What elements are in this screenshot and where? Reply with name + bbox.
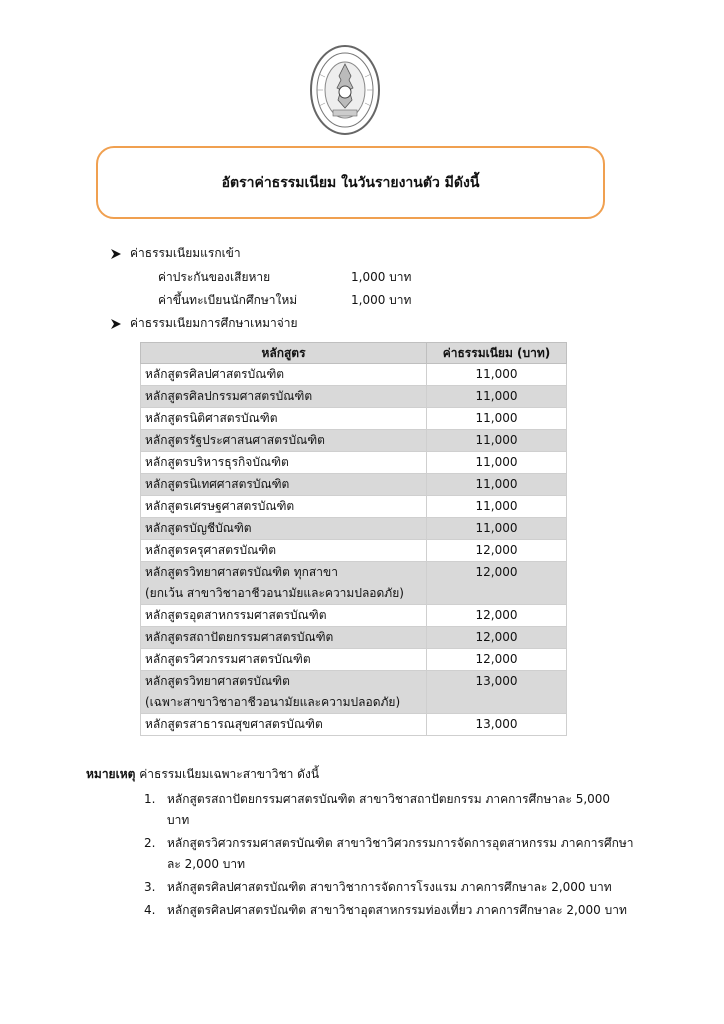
program-name: หลักสูตรศิลปศาสตรบัณฑิต	[145, 367, 285, 381]
program-cell	[141, 671, 427, 714]
page-title: อัตราค่าธรรมเนียม ในวันรายงานตัว มีดังนี้	[221, 174, 480, 191]
table-row	[141, 627, 567, 649]
list-item	[144, 877, 634, 898]
section-heading: ค่าธรรมเนียมการศึกษาเหมาจ่าย	[130, 316, 298, 330]
program-name: หลักสูตรวิศวกรรมศาสตรบัณฑิต	[145, 652, 311, 666]
fee-cell: 11,000	[427, 386, 567, 408]
note-list	[144, 789, 634, 923]
program-cell	[141, 714, 427, 736]
table-row	[141, 540, 567, 562]
table-row	[141, 430, 567, 452]
program-name: หลักสูตรศิลปกรรมศาสตรบัณฑิต	[145, 389, 313, 403]
table-row	[141, 408, 567, 430]
fee-cell: 13,000	[427, 671, 567, 714]
fee-cell: 12,000	[427, 540, 567, 562]
section-entry-fees	[110, 244, 241, 263]
table-row	[141, 605, 567, 627]
table-header-row	[141, 343, 567, 364]
program-name: หลักสูตรอุตสาหกรรมศาสตรบัณฑิต	[145, 608, 327, 622]
fee-cell: 11,000	[427, 474, 567, 496]
program-cell	[141, 496, 427, 518]
program-cell	[141, 649, 427, 671]
fee-cell: 12,000	[427, 649, 567, 671]
program-name: หลักสูตรสาธารณสุขศาสตรบัณฑิต	[145, 717, 323, 731]
university-seal-logo	[309, 44, 381, 136]
program-cell	[141, 452, 427, 474]
table-row	[141, 562, 567, 605]
section-tuition-fees	[110, 314, 298, 333]
list-item	[144, 833, 634, 875]
list-item	[144, 789, 634, 831]
table-row	[141, 671, 567, 714]
program-name: หลักสูตรสถาปัตยกรรมศาสตรบัณฑิต	[145, 630, 334, 644]
fee-cell: 11,000	[427, 430, 567, 452]
fee-item	[158, 268, 411, 287]
fee-item	[158, 291, 411, 310]
program-cell	[141, 562, 427, 605]
column-header-program: หลักสูตร	[141, 343, 427, 364]
program-cell	[141, 540, 427, 562]
program-name: หลักสูตรบริหารธุรกิจบัณฑิต	[145, 455, 289, 469]
note-label: หมายเหตุ	[86, 767, 136, 781]
fee-cell: 12,000	[427, 562, 567, 605]
list-item	[144, 900, 634, 921]
program-name: หลักสูตรครุศาสตรบัณฑิต	[145, 543, 276, 557]
program-cell	[141, 430, 427, 452]
list-text: หลักสูตรวิศวกรรมศาสตรบัณฑิต สาขาวิชาวิศวกรรมการจัดการอุตสาหกรรม ภาคการศึกษาละ 2,000 บาท	[167, 836, 634, 871]
table-row	[141, 386, 567, 408]
arrow-bullet-icon	[110, 318, 122, 330]
list-text: หลักสูตรสถาปัตยกรรมศาสตรบัณฑิต สาขาวิชาสถาปัตยกรรม ภาคการศึกษาละ 5,000 บาท	[167, 792, 611, 827]
section-heading: ค่าธรรมเนียมแรกเข้า	[130, 246, 241, 260]
fee-cell: 11,000	[427, 408, 567, 430]
program-cell	[141, 386, 427, 408]
table-row	[141, 649, 567, 671]
tuition-table	[140, 342, 567, 736]
program-name: หลักสูตรบัญชีบัณฑิต	[145, 521, 252, 535]
program-cell	[141, 364, 427, 386]
list-number: 4.	[144, 903, 156, 917]
note-heading	[86, 765, 319, 784]
fee-cell: 11,000	[427, 452, 567, 474]
list-number: 2.	[144, 836, 156, 850]
fee-cell: 12,000	[427, 627, 567, 649]
program-name: หลักสูตรวิทยาศาสตรบัณฑิต ทุกสาขา	[145, 565, 338, 579]
program-note: (ยกเว้น สาขาวิชาอาชีวอนามัยและความปลอดภัย)	[145, 586, 404, 600]
program-name: หลักสูตรนิติศาสตรบัณฑิต	[145, 411, 278, 425]
fee-label: ค่าประกันของเสียหาย	[158, 270, 271, 284]
fee-cell: 13,000	[427, 714, 567, 736]
fee-cell: 12,000	[427, 605, 567, 627]
list-text: หลักสูตรศิลปศาสตรบัณฑิต สาขาวิชาการจัดการโรงแรม ภาคการศึกษาละ 2,000 บาท	[167, 880, 612, 894]
table-row	[141, 518, 567, 540]
fee-cell: 11,000	[427, 496, 567, 518]
program-note: (เฉพาะสาขาวิชาอาชีวอนามัยและความปลอดภัย)	[145, 695, 401, 709]
list-text: หลักสูตรศิลปศาสตรบัณฑิต สาขาวิชาอุตสาหกรรมท่องเที่ยว ภาคการศึกษาละ 2,000 บาท	[167, 903, 627, 917]
program-cell	[141, 408, 427, 430]
program-name: หลักสูตรรัฐประศาสนศาสตรบัณฑิต	[145, 433, 325, 447]
column-header-fee: ค่าธรรมเนียม (บาท)	[427, 343, 567, 364]
fee-cell: 11,000	[427, 364, 567, 386]
program-cell	[141, 518, 427, 540]
title-box	[96, 146, 605, 219]
list-number: 3.	[144, 880, 156, 894]
arrow-bullet-icon	[110, 248, 122, 260]
table-row	[141, 496, 567, 518]
fee-amount: 1,000 บาท	[351, 293, 412, 307]
fee-label: ค่าขึ้นทะเบียนนักศึกษาใหม่	[158, 293, 298, 307]
table-row	[141, 714, 567, 736]
program-name: หลักสูตรเศรษฐศาสตรบัณฑิต	[145, 499, 295, 513]
program-cell	[141, 605, 427, 627]
note-text: ค่าธรรมเนียมเฉพาะสาขาวิชา ดังนี้	[139, 767, 320, 781]
fee-cell: 11,000	[427, 518, 567, 540]
program-cell	[141, 474, 427, 496]
table-row	[141, 364, 567, 386]
list-number: 1.	[144, 792, 156, 806]
fee-amount: 1,000 บาท	[351, 270, 412, 284]
program-name: หลักสูตรนิเทศศาสตรบัณฑิต	[145, 477, 290, 491]
program-cell	[141, 627, 427, 649]
table-row	[141, 474, 567, 496]
table-row	[141, 452, 567, 474]
program-name: หลักสูตรวิทยาศาสตรบัณฑิต	[145, 674, 290, 688]
